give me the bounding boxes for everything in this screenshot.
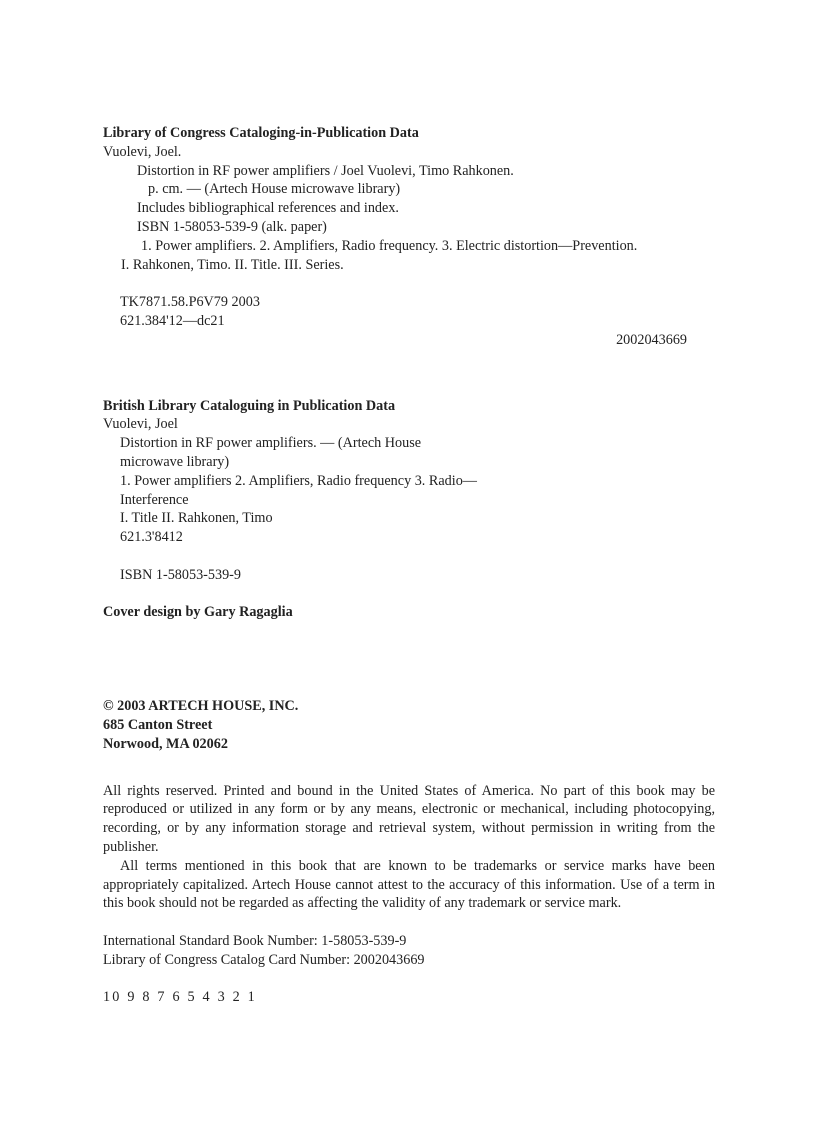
loc-isbn-line: ISBN 1-58053-539-9 (alk. paper) [137,218,327,235]
printing-line: 10 9 8 7 6 5 4 3 2 1 [103,989,257,1006]
cover-design-credit: Cover design by Gary Ragaglia [103,604,293,621]
bl-dewey: 621.3'8412 [120,529,183,546]
loc-pcm-line: p. cm. — (Artech House microwave library) [148,181,401,198]
copyright-page [103,124,715,1007]
trademark-paragraph: All terms mentioned in this book that are known to be trademarks or service marks have been appropriately capitalized. Artech House cannot attest to the accuracy of this information. Use of a term in this book should not be regarded as affecting the validity of any trademark or service mark. [103,857,715,912]
rights-paragraph: All rights reserved. Printed and bound in the United States of America. No part of this book may be reproduced or utilized in any form or by any means, electronic or mechanical, including photocopying, recording, or by any information storage and retrieval system, without permission in writing from the publisher. [103,782,715,855]
bl-author: Vuolevi, Joel [103,416,178,433]
loc-lccn: 2002043669 [616,331,687,348]
loc-subjects-line: 1. Power amplifiers. 2. Amplifiers, Radio frequency. 3. Electric distortion—Prevention. [141,237,638,254]
loc-heading: Library of Congress Cataloging-in-Publication Data [103,125,419,141]
publisher-street: 685 Canton Street [103,716,213,733]
bl-added-entries: I. Title II. Rahkonen, Timo [120,510,273,527]
loc-dewey: 621.384'12—dc21 [120,312,225,329]
publisher-copyright: © 2003 ARTECH HOUSE, INC. [103,698,299,715]
isbn-number-line: International Standard Book Number: 1-58053-539-9 [103,932,407,949]
bl-title-line-2: microwave library) [120,453,230,470]
bl-heading: British Library Cataloguing in Publication Data [103,397,396,414]
publisher-city: Norwood, MA 02062 [103,735,228,752]
loc-bib-line: Includes bibliographical references and index. [137,200,399,217]
rights-block [103,782,715,914]
bl-subjects-line-1: 1. Power amplifiers 2. Amplifiers, Radio frequency 3. Radio— [120,472,477,489]
publisher-block [103,697,715,753]
lccn-number-line: Library of Congress Catalog Card Number: 2002043669 [103,951,425,968]
loc-call-number: TK7871.58.P6V79 2003 [120,294,260,311]
loc-cip-block [103,124,715,350]
bl-cip-block [103,397,715,585]
bl-subjects-line-2: Interference [120,491,189,508]
loc-added-entries: I. Rahkonen, Timo. II. Title. III. Series. [121,256,344,273]
bl-isbn: ISBN 1-58053-539-9 [120,566,241,583]
loc-title-line: Distortion in RF power amplifiers / Joel Vuolevi, Timo Rahkonen. [137,162,514,179]
loc-author: Vuolevi, Joel. [103,143,182,160]
bl-title-line-1: Distortion in RF power amplifiers. — (Artech House [120,435,422,452]
